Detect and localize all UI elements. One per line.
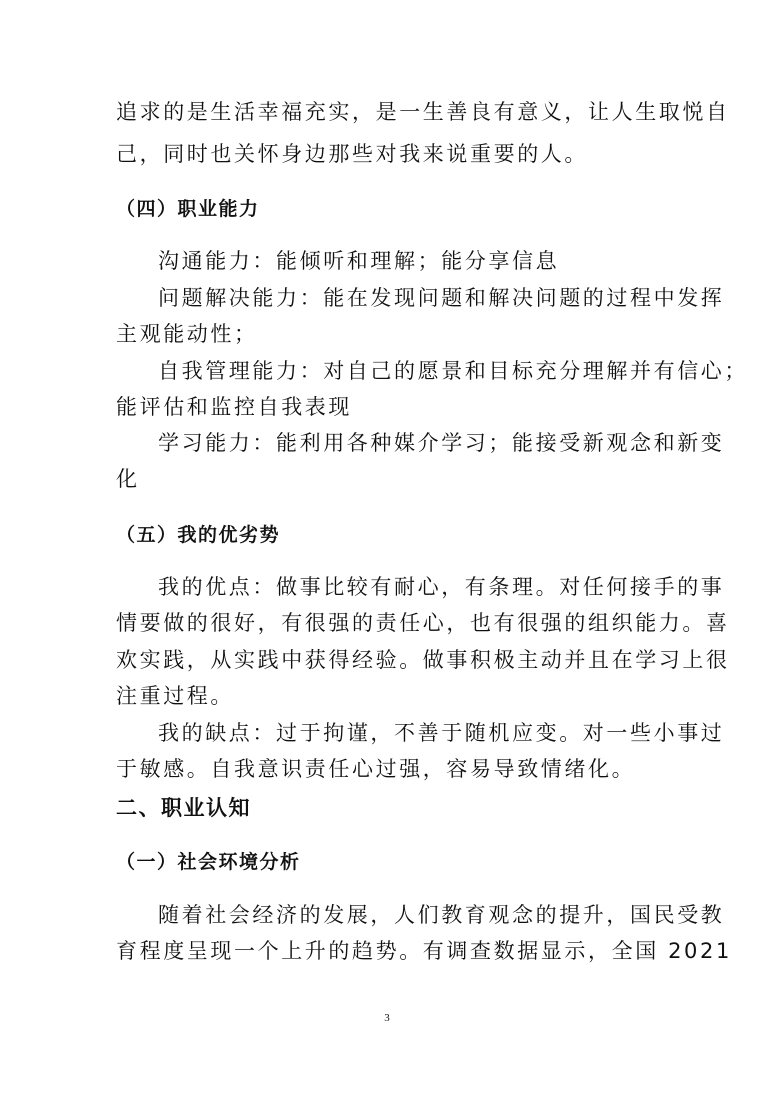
cons-line-2: 于敏感。自我意识责任心过强，容易导致情绪化。 <box>116 757 636 781</box>
pros-line-4: 注重过程。 <box>116 684 234 708</box>
cons-line-1: 我的缺点：过于拘谨，不善于随机应变。对一些小事过 <box>158 721 725 745</box>
subsection-1-heading: （一）社会环境分析 <box>116 851 301 873</box>
pros-line-3: 欢实践，从实践中获得经验。做事积极主动并且在学习上很 <box>116 648 730 672</box>
part-2-heading: 二、职业认知 <box>116 796 251 820</box>
paragraph-line-2: 育程度呈现一个上升的趋势。有调查数据显示，全国 2021 <box>116 939 732 963</box>
pros-line-2: 情要做的很好，有很强的责任心，也有很强的组织能力。喜 <box>116 611 730 635</box>
ability-self-line-2: 能评估和监控自我表现 <box>116 395 352 419</box>
ability-problem-line-2: 主观能动性； <box>116 322 258 346</box>
ability-learning-line-1: 学习能力：能利用各种媒介学习；能接受新观念和新变 <box>158 431 725 455</box>
intro-line-1: 追求的是生活幸福充实，是一生善良有意义，让人生取悦自 <box>116 100 730 124</box>
page-number: 3 <box>384 1012 390 1024</box>
ability-communication: 沟通能力：能倾听和理解；能分享信息 <box>158 249 560 273</box>
pros-line-1: 我的优点：做事比较有耐心，有条理。对任何接手的事 <box>158 575 725 599</box>
section-4-heading: （四）职业能力 <box>116 198 260 220</box>
ability-problem-line-1: 问题解决能力：能在发现问题和解决问题的过程中发挥 <box>158 286 725 310</box>
intro-line-2: 己，同时也关怀身边那些对我来说重要的人。 <box>116 142 588 166</box>
paragraph-line-1: 随着社会经济的发展，人们教育观念的提升，国民受教 <box>158 903 725 927</box>
section-5-heading: （五）我的优劣势 <box>116 524 281 546</box>
ability-learning-line-2: 化 <box>116 467 140 491</box>
ability-self-line-1: 自我管理能力：对自己的愿景和目标充分理解并有信心； <box>158 359 748 383</box>
